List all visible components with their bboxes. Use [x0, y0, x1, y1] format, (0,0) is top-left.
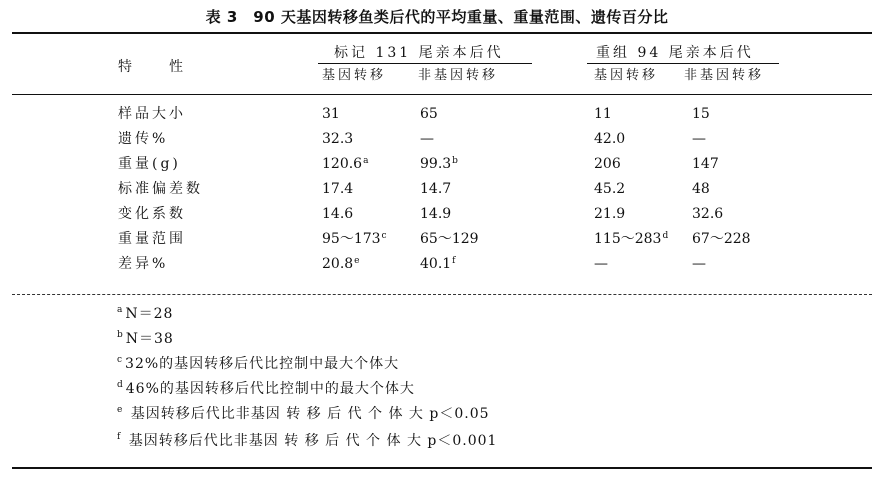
subheader: 基因转移 — [594, 68, 659, 83]
footnote-text: 基因转移后代比非基因 转 移 后 代 个 体 大 p＜0.001 — [123, 433, 498, 449]
table-title: 表 3 90 天基因转移鱼类后代的平均重量、重量范围、遗传百分比 — [205, 8, 669, 26]
table-cell — [594, 205, 625, 223]
table-cell — [692, 155, 719, 173]
cell-value: 120.6 — [322, 156, 363, 172]
header-trait: 特 性 — [118, 59, 186, 75]
row-label: 重量(g) — [118, 156, 181, 172]
table-cell — [322, 205, 353, 223]
group1-underline — [318, 63, 532, 64]
top-rule — [12, 32, 872, 34]
table-cell — [420, 205, 451, 223]
cell-value: 14.6 — [322, 206, 354, 222]
table-cell — [420, 155, 458, 173]
footnote — [116, 432, 497, 450]
header-rule — [12, 94, 872, 95]
footnote-mark: f — [452, 256, 456, 266]
footnote-mark: d — [662, 231, 669, 241]
header-group2: 重组 94 尾亲本后代 — [596, 45, 754, 61]
subheader: 非基因转移 — [418, 68, 499, 83]
cell-value: 67～228 — [692, 231, 751, 247]
footnote-mark: d — [117, 380, 124, 390]
body-rule — [12, 294, 872, 296]
subheader: 基因转移 — [322, 68, 387, 83]
header-group1: 标记 131 尾亲本后代 — [334, 45, 504, 61]
table-cell — [594, 155, 621, 173]
subheader: 非基因转移 — [684, 68, 765, 83]
cell-value: 15 — [692, 106, 710, 122]
table-cell — [322, 105, 340, 123]
footnote — [116, 380, 415, 398]
cell-value: — — [692, 256, 706, 272]
footnote — [116, 305, 173, 323]
footnote — [116, 330, 174, 348]
table-cell — [692, 205, 723, 223]
cell-value: — — [420, 131, 434, 147]
cell-value: 65 — [420, 106, 438, 122]
table-cell — [692, 255, 706, 273]
footnote-mark: c — [381, 231, 387, 241]
cell-value: 147 — [692, 156, 719, 172]
table-cell — [420, 255, 456, 273]
cell-value: 206 — [594, 156, 621, 172]
footnote-mark: b — [117, 330, 124, 340]
footnote-text: N＝28 — [125, 306, 174, 322]
table-cell — [594, 105, 612, 123]
row-label: 重量范围 — [118, 231, 186, 247]
cell-value: 11 — [594, 106, 612, 122]
table-cell — [594, 255, 608, 273]
cell-value: — — [594, 256, 608, 272]
table-cell — [420, 105, 438, 123]
table-cell — [594, 180, 625, 198]
footnote-text: 基因转移后代比非基因 转 移 后 代 个 体 大 p＜0.05 — [125, 406, 490, 422]
cell-value: 14.7 — [420, 181, 452, 197]
cell-value: 115～283 — [594, 231, 662, 247]
table-cell — [420, 130, 434, 148]
cell-value: 42.0 — [594, 131, 626, 147]
footnote-mark: a — [363, 156, 369, 166]
table-cell — [594, 230, 668, 248]
table-cell — [322, 180, 353, 198]
footnote-mark: e — [117, 405, 124, 415]
group2-underline — [587, 63, 779, 64]
table-cell — [322, 130, 353, 148]
cell-value: 99.3 — [420, 156, 452, 172]
footnote-mark: b — [452, 156, 458, 166]
cell-value: 32.6 — [692, 206, 724, 222]
table-cell — [420, 180, 451, 198]
table-cell — [322, 255, 360, 273]
table-cell — [692, 130, 706, 148]
row-label: 遗传% — [118, 131, 169, 147]
table-cell — [594, 130, 625, 148]
table-cell — [420, 230, 479, 248]
row-label: 样品大小 — [118, 106, 186, 122]
footnote-text: 46%的基因转移后代比控制中的最大个体大 — [125, 381, 415, 397]
table-cell — [692, 180, 710, 198]
row-label: 差异% — [118, 256, 169, 272]
footnote-text: 32%的基因转移后代比控制中最大个体大 — [125, 356, 400, 372]
footnote-mark: a — [117, 305, 124, 315]
cell-value: 48 — [692, 181, 710, 197]
cell-value: 14.9 — [420, 206, 452, 222]
footnote-mark: c — [117, 355, 124, 365]
row-label: 变化系数 — [118, 206, 186, 222]
bottom-rule — [12, 467, 872, 469]
cell-value: 40.1 — [420, 256, 452, 272]
table-cell — [322, 155, 368, 173]
cell-value: 31 — [322, 106, 340, 122]
footnote-mark: f — [117, 432, 122, 442]
cell-value: 95～173 — [322, 231, 381, 247]
cell-value: 65～129 — [420, 231, 479, 247]
cell-value: 32.3 — [322, 131, 354, 147]
footnote — [116, 405, 490, 423]
cell-value: 20.8 — [322, 256, 354, 272]
footnote — [116, 355, 399, 373]
table-cell — [692, 230, 751, 248]
footnote-text: N＝38 — [125, 331, 174, 347]
footnote-mark: e — [354, 256, 360, 266]
cell-value: 45.2 — [594, 181, 626, 197]
table-cell — [692, 105, 710, 123]
cell-value: 21.9 — [594, 206, 626, 222]
cell-value: — — [692, 131, 706, 147]
row-label: 标准偏差数 — [118, 181, 203, 197]
cell-value: 17.4 — [322, 181, 354, 197]
table-cell — [322, 230, 387, 248]
